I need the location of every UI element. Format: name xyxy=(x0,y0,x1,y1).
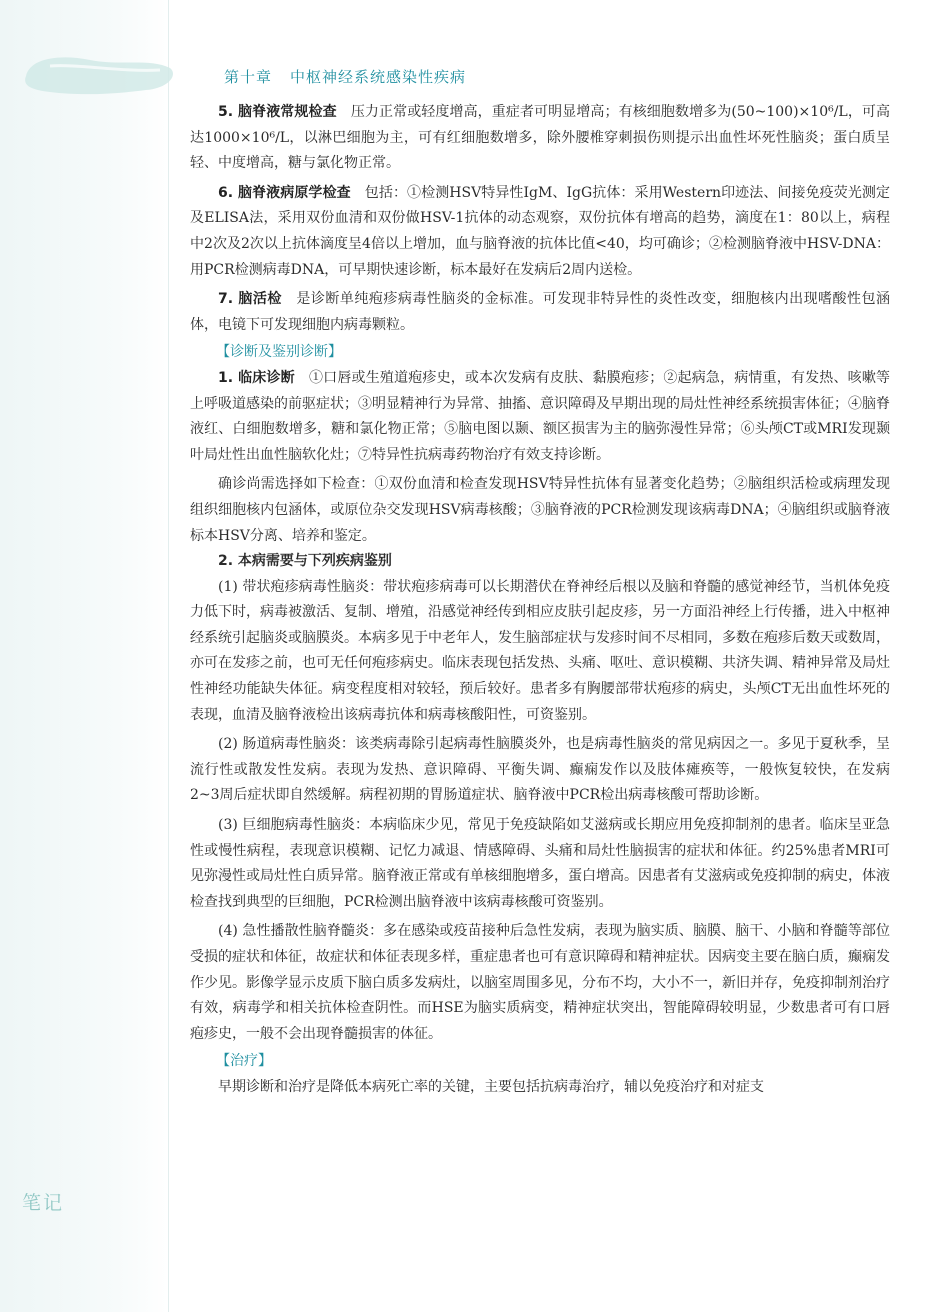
diagnosis-heading: 【诊断及鉴别诊断】 xyxy=(216,344,342,361)
exam-item-7 xyxy=(190,287,890,338)
chapter-number: 第十章 xyxy=(224,68,273,86)
notes-decoration-icon xyxy=(20,52,180,98)
treatment-heading: 【治疗】 xyxy=(216,1053,272,1070)
exam-item-7-text: 是诊断单纯疱疹病毒性脑炎的金标准。可发现非特异性的炎性改变，细胞核内出现嗜酸性包涵体，电镜下可发现细胞内病毒颗粒。 xyxy=(190,291,891,333)
differential-2: (2) 肠道病毒性脑炎：该类病毒除引起病毒性脑膜炎外，也是病毒性脑炎的常见病因之一。多见于夏秋季，呈流行性或散发性发病。表现为发热、意识障碍、平衡失调、癫痫发作以及肢体瘫痪等，一般恢复较快，在发病2~3周后症状即自然缓解。病程初期的胃肠道症状、脑脊液中PCR检出病毒核酸可帮助诊断。 xyxy=(190,736,890,804)
sidebar-divider xyxy=(168,0,169,1312)
chapter-title: 中枢神经系统感染性疾病 xyxy=(290,68,467,86)
notes-sidebar xyxy=(0,0,168,1312)
exam-item-6-text: 包括：①检测HSV特异性IgM、IgG抗体：采用Western印迹法、间接免疫荧光测定及ELISA法，采用双份血清和双份做HSV-1抗体的动态观察，双份抗体有增高的趋势，滴度在1：80以上，病程中2次及2次以上抗体滴度呈4倍以上增加，血与脑脊液的抗体比值<40，均可确诊；②检测脑脊液中HSV-DNA：用PCR检测病毒DNA，可早期快速诊断，标本最好在发病后2周内送检。 xyxy=(190,184,891,278)
notes-label: 笔记 xyxy=(22,1192,65,1214)
exam-item-5-title: 5. 脑脊液常规检查 xyxy=(218,104,337,120)
page-content xyxy=(190,100,890,1101)
clinical-diagnosis-text: ①口唇或生殖道疱疹史，或本次发病有皮肤、黏膜疱疹；②起病急，病情重，有发热、咳嗽等上呼吸道感染的前驱症状；③明显精神行为异常、抽搐、意识障碍及早期出现的局灶性神经系统损害体征；④脑脊液红、白细胞数增多，糖和氯化物正常；⑤脑电图以颞、额区损害为主的脑弥漫性异常；⑥头颅CT或MRI发现颞叶局灶性出血性脑软化灶；⑦特异性抗病毒药物治疗有效支持诊断。 xyxy=(190,369,891,463)
confirm-paragraph: 确诊尚需选择如下检查：①双份血清和检查发现HSV特异性抗体有显著变化趋势；②脑组织活检或病理发现组织细胞核内包涵体，或原位杂交发现HSV病毒核酸；③脑脊液的PCR检测发现该病毒DNA；④脑组织或脑脊液标本HSV分离、培养和鉴定。 xyxy=(190,476,890,544)
clinical-diagnosis xyxy=(190,366,890,468)
exam-item-7-title: 7. 脑活检 xyxy=(218,291,282,308)
differential-1: (1) 带状疱疹病毒性脑炎：带状疱疹病毒可以长期潜伏在脊神经后根以及脑和脊髓的感觉神经节，当机体免疫力低下时，病毒被激活、复制、增殖，沿感觉神经传到相应皮肤引起皮疹，另一方面沿神经上行传播，进入中枢神经系统引起脑炎或脑膜炎。本病多见于中老年人，发生脑部症状与发疹时间不尽相同，多数在疱疹后数天或数周，亦可在发疹之前，也可无任何疱疹病史。临床表现包括发热、头痛、呕吐、意识模糊、共济失调、精神异常及局灶性神经功能缺失体征。病变程度相对较轻，预后较好。患者多有胸腰部带状疱疹的病史，头颅CT无出血性坏死的表现，血清及脑脊液检出该病毒抗体和病毒核酸阳性，可资鉴别。 xyxy=(190,578,890,723)
differential-4: (4) 急性播散性脑脊髓炎：多在感染或疫苗接种后急性发病，表现为脑实质、脑膜、脑干、小脑和脊髓等部位受损的症状和体征，故症状和体征表现多样，重症患者也可有意识障碍和精神症状。因病变主要在脑白质，癫痫发作少见。影像学显示皮质下脑白质多发病灶，以脑室周围多见，分布不均，大小不一，新旧并存，免疫抑制剂治疗有效，病毒学和相关抗体检查阴性。而HSE为脑实质病变，精神症状突出，智能障碍较明显，少数患者可有口唇疱疹史，一般不会出现脊髓损害的体征。 xyxy=(190,923,890,1042)
treatment-paragraph: 早期诊断和治疗是降低本病死亡率的关键，主要包括抗病毒治疗，辅以免疫治疗和对症支 xyxy=(218,1078,764,1095)
exam-item-5-text: 压力正常或轻度增高，重症者可明显增高；有核细胞数增多为(50~100)×10⁶/L，可高达1000×10⁶/L，以淋巴细胞为主，可有红细胞数增多，除外腰椎穿刺损伤则提示出血性坏死性脑炎；蛋白质呈轻、中度增高，糖与氯化物正常。 xyxy=(190,104,891,172)
exam-item-6-title: 6. 脑脊液病原学检查 xyxy=(218,184,351,201)
differential-title: 2. 本病需要与下列疾病鉴别 xyxy=(218,553,392,570)
clinical-diagnosis-title: 1. 临床诊断 xyxy=(218,369,295,386)
differential-3: (3) 巨细胞病毒性脑炎：本病临床少见，常见于免疫缺陷如艾滋病或长期应用免疫抑制剂的患者。临床呈亚急性或慢性病程，表现意识模糊、记忆力减退、情感障碍、头痛和局灶性脑损害的症状和体征。约25%患者MRI可见弥漫性或局灶性白质异常。脑脊液正常或有单核细胞增多，蛋白增高。因患者有艾滋病或免疫抑制的病史，体液检查找到典型的巨细胞，PCR检测出脑脊液中该病毒核酸可资鉴别。 xyxy=(190,817,890,910)
chapter-header xyxy=(224,66,466,87)
exam-item-6 xyxy=(190,181,890,283)
exam-item-5 xyxy=(190,100,890,177)
